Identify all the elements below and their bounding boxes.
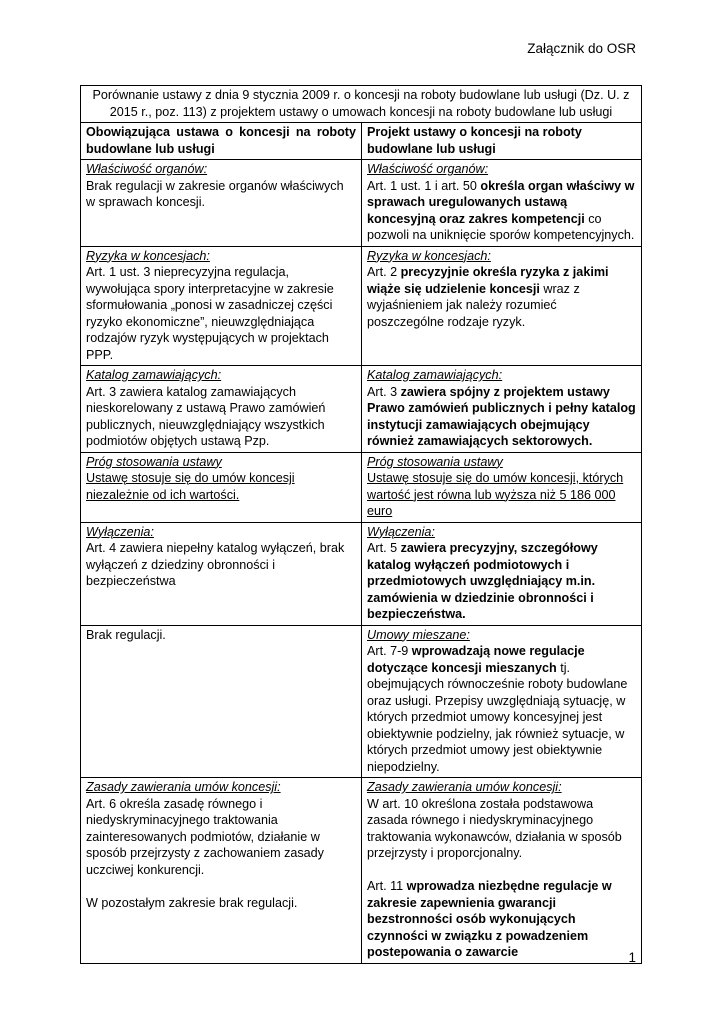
cell-text: Ustawę stosuje się do umów koncesji, których wartość jest równa lub wyższa niż 5 186 000 euro — [367, 471, 624, 518]
page-number: 1 — [628, 950, 636, 965]
cell-current — [81, 778, 362, 964]
table-row — [81, 452, 642, 522]
cell-text: W art. 10 określona została podstawowa zasada równego i niedyskryminacyjnego traktowania wykonawców, działania w sposób przejrzysty i proporcjonalny. — [367, 796, 622, 860]
section-title: Zasady zawierania umów koncesji: — [86, 780, 281, 794]
cell-draft — [362, 452, 642, 522]
section-title: Katalog zamawiających: — [86, 368, 222, 382]
table-header-row — [81, 123, 642, 160]
section-title: Właściwość organów: — [86, 162, 208, 176]
section-title: Ryzyka w koncesjach: — [367, 248, 491, 263]
section-title: Próg stosowania ustawy — [367, 454, 503, 469]
section-title: Katalog zamawiających: — [367, 368, 503, 382]
section-title: Próg stosowania ustawy — [86, 454, 222, 469]
table-row — [81, 778, 642, 964]
table-row — [81, 522, 642, 625]
comparison-table — [80, 85, 642, 964]
header-draft-act: Projekt ustawy o koncesji na roboty budowlane lub usługi — [362, 123, 642, 160]
cell-draft — [362, 246, 642, 366]
cell-text: tj. obejmujących równocześnie roboty budowlane oraz usługi. Przepisy uwzględniają sytuację, w których przedmiot umowy koncesyjnej jest obiektywnie podzielny, jak również sytuacje, w których przedmiot umowy jest obiektywnie niepodzielny. — [367, 660, 628, 774]
cell-draft — [362, 522, 642, 625]
cell-current — [81, 366, 362, 453]
section-title: Ryzyka w koncesjach: — [86, 248, 210, 263]
cell-current — [81, 160, 362, 247]
cell-current — [81, 452, 362, 522]
cell-text: Brak regulacji. — [86, 627, 166, 642]
cell-text: Ustawę stosuje się do umów koncesji niezależnie od ich wartości. — [86, 471, 295, 502]
table-caption-row — [81, 86, 642, 123]
cell-current — [81, 246, 362, 366]
table-row — [81, 160, 642, 247]
cell-draft — [362, 625, 642, 778]
cell-bold-text: wprowadzają nowe regulacje dotyczące koncesji mieszanych — [367, 644, 585, 675]
annex-label: Załącznik do OSR — [527, 41, 636, 56]
cell-text: Art. 4 zawiera niepełny katalog wyłączeń, brak wyłączeń z dziedziny obronności i bezpieczeństwa — [86, 541, 345, 588]
cell-bold-text: precyzyjnie określa ryzyka z jakimi wiąże się udzielenie koncesji — [367, 265, 609, 296]
cell-text: Art. 11 — [367, 879, 407, 893]
section-title: Wyłączenia: — [86, 524, 154, 539]
section-title: Właściwość organów: — [367, 162, 489, 176]
cell-text: W pozostałym zakresie brak regulacji. — [86, 895, 298, 910]
cell-draft — [362, 366, 642, 453]
cell-text: Art. 3 zawiera katalog zamawiających nieskorelowany z ustawą Prawo zamówień publicznych, nieuwzględniający wszystkich podmiotów objętych ustawą Pzp. — [86, 384, 326, 448]
section-title: Umowy mieszane: — [367, 627, 470, 642]
cell-current — [81, 625, 362, 778]
cell-text: Art. 5 — [367, 541, 401, 555]
section-title: Zasady zawierania umów koncesji: — [367, 780, 562, 794]
paragraph-gap — [86, 878, 356, 895]
cell-text: Art. 6 określa zasadę równego i niedyskryminacyjnego traktowania zainteresowanych podmiotów, działanie w sposób przejrzysty z zachowaniem zasady uczciwej konkurencji. — [86, 796, 324, 877]
cell-bold-text: zawiera precyzyjny, szczegółowy katalog wyłączeń podmiotowych i przedmiotowych uwzględniający m.in. zamówienia w dziedzinie obronności i bezpieczeństwa. — [367, 541, 598, 621]
cell-text: Art. 1 ust. 3 nieprecyzyjna regulacja, wywołująca spory interpretacyjne w zakresie sformułowania „ponosi w zasadniczej części ryzyko ekonomiczne”, nieuwzględniająca rodzajów ryzyk występujących w projektach PPP. — [86, 265, 334, 362]
cell-bold-text: zawiera spójny z projektem ustawy Prawo zamówień publicznych i pełny katalog instytucji zamawiających obejmujący również zamawiających sektorowych. — [367, 384, 636, 448]
cell-bold-text: wprowadza niezbędne regulacje w zakresie zapewnienia gwarancji bezstronności osób wykonujących czynności w związku z powadzeniem postepowania o zawarcie — [367, 879, 612, 959]
cell-text: co pozwoli na uniknięcie sporów kompetencyjnych. — [367, 211, 635, 242]
section-title: Wyłączenia: — [367, 524, 435, 539]
header-current-act: Obowiązująca ustawa o koncesji na roboty budowlane lub usługi — [81, 123, 362, 160]
cell-text: Art. 3 — [367, 384, 401, 399]
cell-current — [81, 522, 362, 625]
cell-text: Art. 1 ust. 1 i art. 50 — [367, 178, 481, 193]
table-caption: Porównanie ustawy z dnia 9 stycznia 2009 r. o koncesji na roboty budowlane lub usługi (Dz. U. z 2015 r., poz. 113) z projektem ustawy o umowach koncesji na roboty budowlane lub usługi — [81, 86, 642, 123]
cell-bold-text: określa organ właściwy w sprawach uregulowanych ustawą koncesyjną oraz zakres kompetencji — [367, 178, 635, 226]
table-row — [81, 625, 642, 778]
cell-draft — [362, 160, 642, 247]
table-row — [81, 366, 642, 453]
cell-text: Art. 2 — [367, 265, 401, 279]
cell-text: wraz z wyjaśnieniem jak należy rozumieć poszczególne rodzaje ryzyk. — [367, 281, 580, 329]
paragraph-gap — [367, 862, 636, 879]
cell-draft — [362, 778, 642, 964]
cell-text: Art. 7-9 — [367, 644, 412, 658]
cell-text: Brak regulacji w zakresie organów właściwych w sprawach koncesji. — [86, 178, 344, 209]
table-row — [81, 246, 642, 366]
